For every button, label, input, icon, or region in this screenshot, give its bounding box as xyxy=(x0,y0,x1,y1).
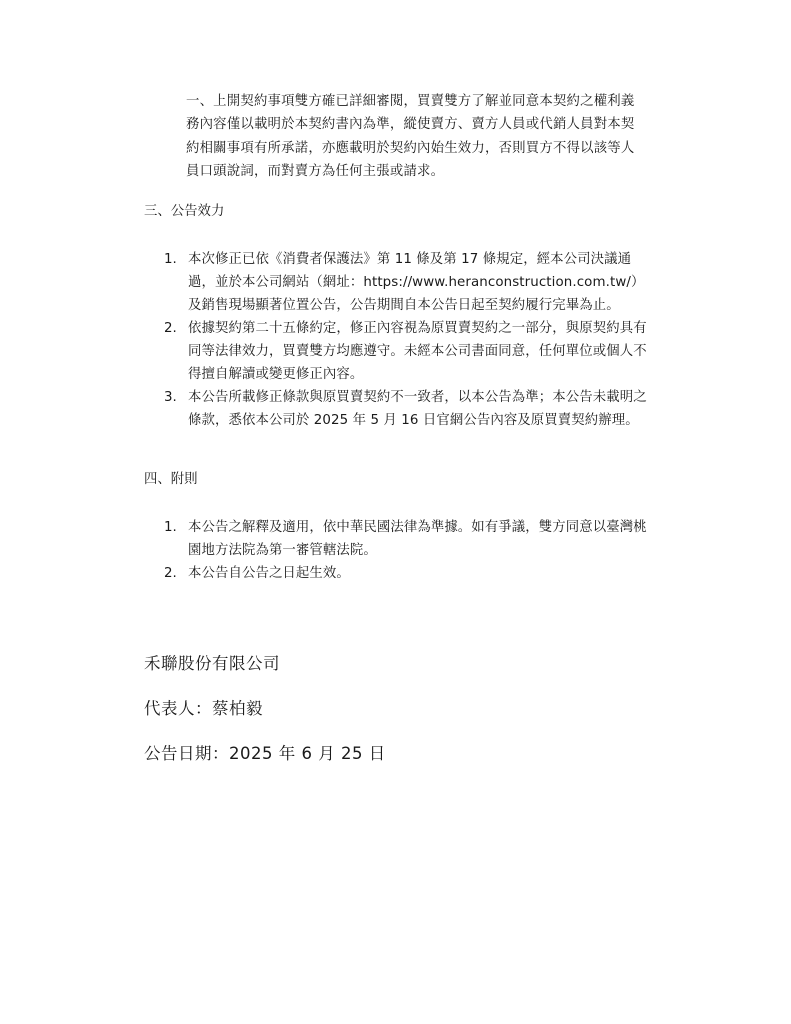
list-item-number: 1. xyxy=(164,252,177,267)
list-item xyxy=(164,248,650,317)
list-item-number: 1. xyxy=(164,520,177,535)
list-item xyxy=(164,562,650,585)
section-supplementary-list xyxy=(164,516,650,585)
list-item-text: 本公告所載修正條款與原買賣契約不一致者，以本公告為準；本公告未載明之條款，悉依本公司於 2025 年 5 月 16 日官網公告內容及原買賣契約辦理。 xyxy=(188,390,647,428)
section-heading-supplementary: 四、附則 xyxy=(144,472,198,487)
list-item-text: 本公告之解釋及適用，依中華民國法律為準據。如有爭議，雙方同意以臺灣桃園地方法院為第一審管轄法院。 xyxy=(188,520,647,558)
list-item xyxy=(164,516,650,562)
company-name: 禾聯股份有限公司 xyxy=(144,654,280,673)
announcement-date: 公告日期：2025 年 6 月 25 日 xyxy=(144,744,386,763)
list-item-text: 依據契約第二十五條約定，修正內容視為原買賣契約之一部分，與原契約具有同等法律效力，買賣雙方均應遵守。未經本公司書面同意，任何單位或個人不得擅自解讀或變更修正內容。 xyxy=(188,321,647,382)
section-effect-list xyxy=(164,248,650,432)
section-heading-effect: 三、公告效力 xyxy=(144,204,225,219)
intro-paragraph: 一、上開契約事項雙方確已詳細審閱，買賣雙方了解並同意本契約之權利義務內容僅以載明於本契約書內為準，縱使賣方、賣方人員或代銷人員對本契約相關事項有所承諾，亦應載明於契約內始生效力，否則買方不得以該等人員口頭說詞，而對賣方為任何主張或請求。 xyxy=(186,94,635,179)
list-item-number: 2. xyxy=(164,566,177,581)
list-item-number: 2. xyxy=(164,321,177,336)
list-item-number: 3. xyxy=(164,390,177,405)
list-item-text: 本公告自公告之日起生效。 xyxy=(188,566,350,581)
representative: 代表人：蔡柏毅 xyxy=(144,699,263,718)
list-item-text: 本次修正已依《消費者保護法》第 11 條及第 17 條規定，經本公司決議通過，並於本公司網站（網址：https://www.heranconstruction.com.tw/）及銷售現場顯著位置公告，公告期間自本公告日起至契約履行完畢為止。 xyxy=(188,252,645,313)
list-item xyxy=(164,386,650,432)
list-item xyxy=(164,317,650,386)
